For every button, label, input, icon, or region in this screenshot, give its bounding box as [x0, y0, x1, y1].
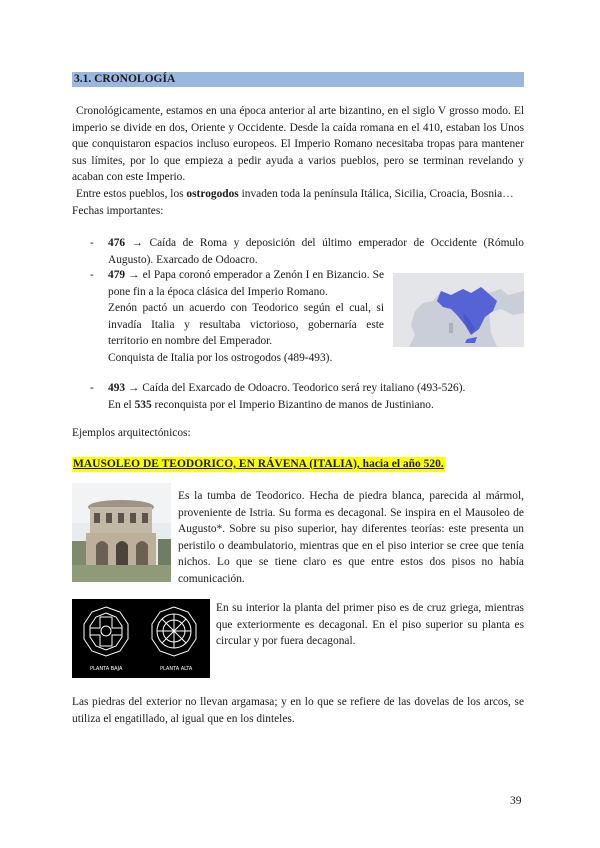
fecha-479-conquista: Conquista de Italia por los ostrogodos (489-493).	[108, 351, 333, 364]
mausoleo-paragraph-1: Es la tumba de Teodorico. Hecha de piedra blanca, parecida al mármol, proveniente de Istria. Su forma es decagonal. Se inspira en el Mausoleo de Augusto*. Sobre su piso superior, hay diferentes teorías: este presenta un peristilo o deambulatorio, mientras que en el piso interior se cree que tenía nichos. Lo que se tiene claro es que entre estos dos pisos no había comunicación.	[178, 490, 524, 585]
ejemplos-label: Ejemplos arquitectónicos:	[72, 427, 191, 439]
fecha-item-476: - 476 → Caída de Roma y deposición del último emperador de Occidente (Rómulo Augusto). Exarcado de Odoacro.	[90, 237, 524, 266]
plan-label-left: PLANTA BAJA	[90, 666, 123, 672]
fecha-item-535: En el 535 reconquista por el Imperio Bizantino de manos de Justiniano.	[108, 398, 434, 411]
ostrogodos-term: ostrogodos	[186, 187, 239, 200]
mausoleo-paragraph-2: En su interior la planta del primer piso es de cruz griega, mientras que exteriormente es decagonal. En el piso superior su planta es circular y por fuera decagonal.	[216, 602, 524, 648]
plan-label-right: PLANTA ALTA	[160, 666, 193, 672]
europe-map-image	[393, 273, 524, 347]
mausoleo-photo	[72, 483, 171, 582]
mausoleo-heading: MAUSOLEO DE TEODORICO, EN RÁVENA (ITALIA), hacia el año 520.	[73, 458, 444, 470]
fecha-item-479: - 479 → el Papa coronó emperador a Zenón I en Bizancio. Se pone fin a la época clásica del Imperio Romano. Zenón pactó un acuerdo con Teodorico según el cual, si invadía Italia y resultaba victorioso, gobernaría este territorio en nombre del Emperador. Conquista de Italia por los ostrogodos (489-493).	[72, 267, 384, 367]
intro-paragraph-2: Entre estos pueblos, los ostrogodos invaden toda la península Itálica, Sicilia, Croacia, Bosnia…	[76, 187, 514, 200]
fechas-list-2	[72, 380, 524, 413]
mausoleo-paragraph-3: Las piedras del exterior no llevan argamasa; y en lo que se refiere de las dovelas de los arcos, se utiliza el engatillado, al igual que en los dinteles.	[72, 696, 524, 725]
page-number: 39	[510, 795, 522, 807]
intro-paragraph-1: Cronológicamente, estamos en una época anterior al arte bizantino, en el siglo V grosso modo. El imperio se divide en dos, Oriente y Occidente. Desde la caída romana en el 410, estaban los Unos que conquistaron espacios incluso europeos. El Imperio Romano necesitaba tropas para mantener sus límites, por lo que empieza a pedir ayuda a varios pueblos, pero se terminan revelando y acaban con este Imperio.	[72, 105, 524, 184]
section-heading: 3.1. CRONOLOGÍA	[72, 72, 524, 87]
fechas-list	[72, 235, 524, 268]
mausoleo-floor-plans	[72, 599, 210, 678]
fecha-479-detail: Zenón pactó un acuerdo con Teodorico según el cual, si invadía Italia y resultaba victorioso, gobernaría este territorio en nombre del Emperador.	[108, 302, 384, 348]
fecha-item-493: - 493 → Caída del Exarcado de Odoacro. Teodorico será rey italiano (493-526).	[90, 382, 466, 394]
fechas-label: Fechas importantes:	[72, 204, 164, 217]
intro-text	[72, 103, 524, 219]
